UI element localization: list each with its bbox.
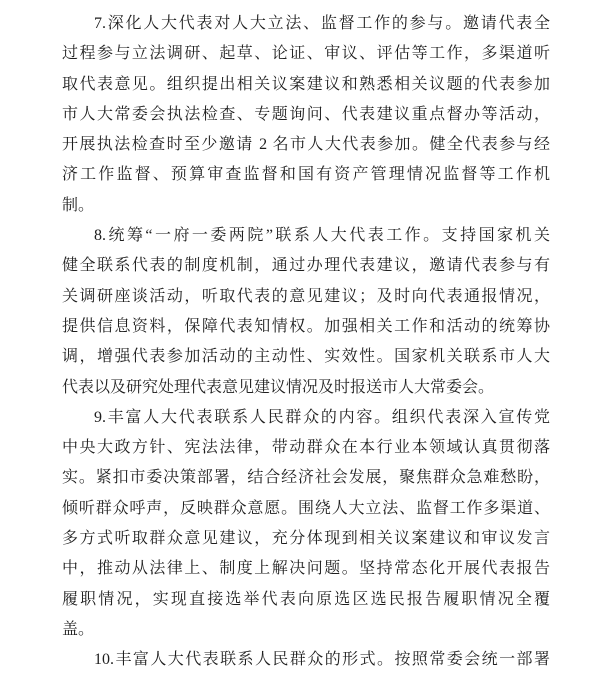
- text-line: 中央大政方针、宪法法律，带动群众在本行业本领域认真贯彻落: [62, 439, 550, 457]
- text-line: 代表以及研究处理代表意见建议情况及时报送市人大常委会。: [62, 378, 495, 396]
- text-line: 健全联系代表的制度机制，通过办理代表建议，邀请代表参与有: [62, 257, 550, 275]
- text-line: 调，增强代表参加活动的主动性、实效性。国家机关联系市人大: [62, 348, 550, 366]
- paragraph-9: [62, 403, 550, 645]
- text-line: 10.丰富人大代表联系人民群众的形式。按照常委会统一部署: [94, 651, 550, 669]
- text-line: 制。: [62, 196, 95, 214]
- text-line: 济工作监督、预算审查监督和国有资产管理情况监督等工作机: [62, 166, 550, 184]
- text-line: 7.深化人大代表对人大立法、监督工作的参与。邀请代表全: [94, 15, 550, 32]
- text-line: 市人大常委会执法检查、专题询问、代表建议重点督办等活动，: [62, 105, 550, 123]
- text-line: 8.统筹“一府一委两院”联系人大代表工作。支持国家机关: [94, 227, 550, 245]
- text-line: 中，推动从法律上、制度上解决问题。坚持常态化开展代表报告: [62, 560, 550, 578]
- text-line: 开展执法检查时至少邀请 2 名市人大代表参加。健全代表参与经: [62, 136, 550, 154]
- text-line: 9.丰富人大代表联系人民群众的内容。组织代表深入宣传党: [94, 408, 550, 426]
- paragraph-7: [62, 9, 550, 221]
- paragraph-8: [62, 221, 550, 403]
- text-line: 关调研座谈活动，听取代表的意见建议；及时向代表通报情况，: [62, 287, 550, 305]
- text-line: 取代表意见。组织提出相关议案建议和熟悉相关议题的代表参加: [62, 75, 550, 93]
- text-line: 盖。: [62, 620, 95, 638]
- text-line: 过程参与立法调研、起草、论证、审议、评估等工作，多渠道听: [62, 45, 550, 63]
- text-line: 多方式听取群众意见建议，充分体现到相关议案建议和审议发言: [62, 530, 550, 548]
- text-line: 实。紧扣市委决策部署，结合经济社会发展，聚焦群众急难愁盼，: [62, 469, 550, 487]
- text-line: 履职情况，实现直接选举代表向原选区选民报告履职情况全覆: [62, 590, 550, 608]
- paragraph-10: [62, 645, 550, 675]
- text-line: 倾听群众呼声，反映群众意愿。围绕人大立法、监督工作多渠道、: [62, 499, 550, 517]
- text-line: 提供信息资料，保障代表知情权。加强相关工作和活动的统筹协: [62, 317, 550, 335]
